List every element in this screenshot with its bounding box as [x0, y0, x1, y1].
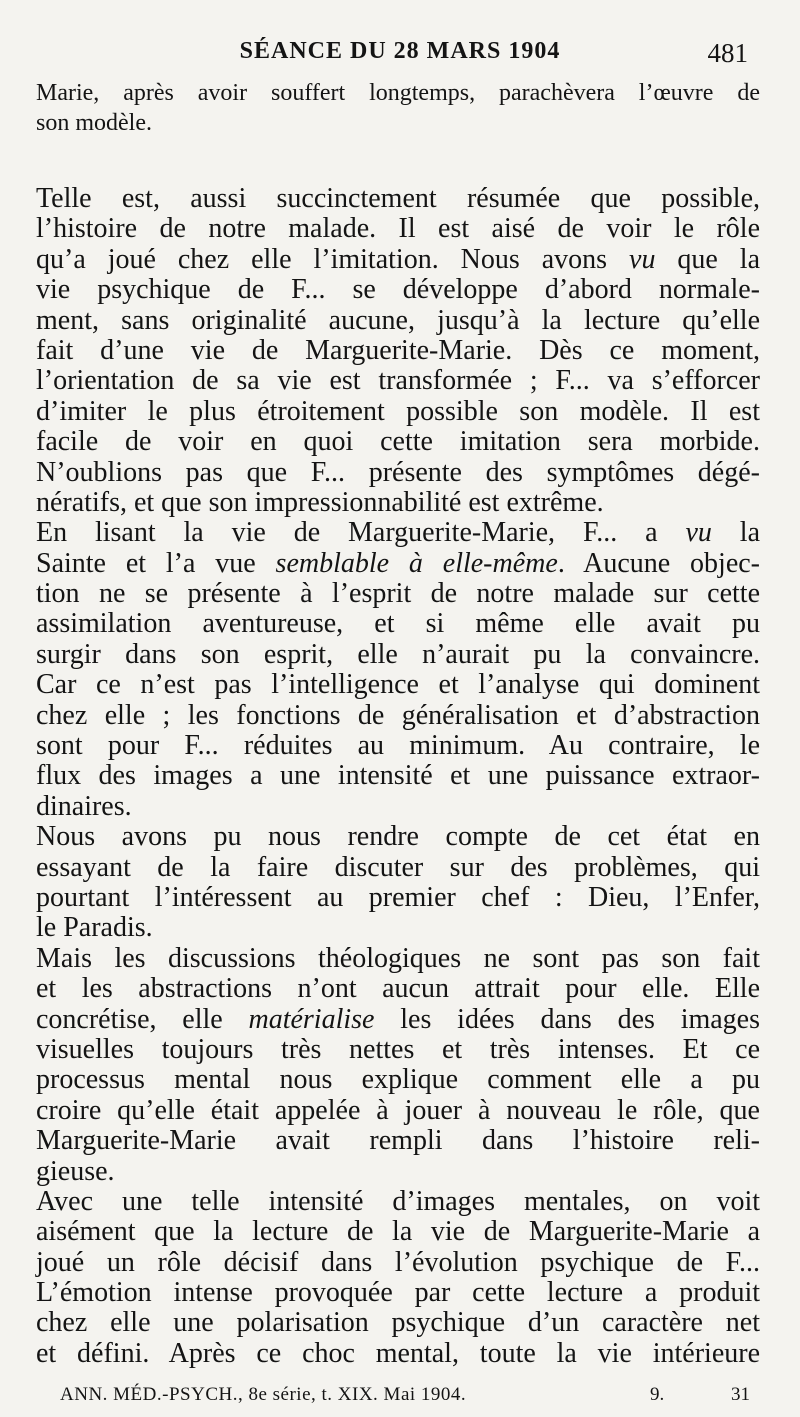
text-line: facile de voir en quoi cette imitation sera morbide. — [36, 426, 760, 458]
text-line: visuelles toujours très nettes et très intenses. Et ce — [36, 1033, 760, 1065]
text-line: Car ce n’est pas l’intelligence et l’analyse qui dominent — [36, 669, 760, 701]
text-line: l’orientation de sa vie est transformée ; F... va s’efforcer — [36, 365, 760, 397]
text-line: joué un rôle décisif dans l’évolution psychique de F... — [36, 1246, 760, 1278]
text-line: chez elle une polarisation psychique d’un caractère net — [36, 1307, 760, 1339]
text-line: le Paradis. — [36, 912, 153, 944]
text-line: flux des images a une intensité et une puissance extraor- — [36, 760, 760, 792]
text-line: croire qu’elle était appelée à jouer à nouveau le rôle, que — [36, 1094, 760, 1126]
footer-folio: 31 — [731, 1384, 750, 1405]
text-line: Marguerite-Marie avait rempli dans l’histoire reli- — [36, 1125, 760, 1157]
text-line: vie psychique de F... se développe d’abord normale- — [36, 274, 760, 306]
text-line: assimilation aventureuse, et si même elle avait pu — [36, 608, 760, 640]
text-line: Telle est, aussi succinctement résumée que possible, — [36, 183, 760, 214]
paragraph-gap — [36, 138, 760, 184]
text-line: pourtant l’intéressent au premier chef : Dieu, l’Enfer, — [36, 881, 760, 913]
text-line: Nous avons pu nous rendre compte de cet état en — [36, 821, 760, 853]
text-line: Mais les discussions théologiques ne sont pas son fait — [36, 942, 760, 974]
text-line: tion ne se présente à l’esprit de notre malade sur cette — [36, 578, 760, 610]
text-line: dinaires. — [36, 790, 132, 822]
text-line: chez elle ; les fonctions de généralisation et d’abstraction — [36, 699, 760, 731]
page-number: 481 — [707, 38, 748, 68]
text-line: essayant de la faire discuter sur des problèmes, qui — [36, 851, 760, 883]
page-footer — [60, 1384, 750, 1408]
text-line: En lisant la vie de Marguerite-Marie, F... a vu la — [36, 517, 760, 549]
text-line: qu’a joué chez elle l’imitation. Nous avons vu que la — [36, 243, 761, 275]
text-line: N’oublions pas que F... présente des symptômes dégé- — [36, 456, 760, 488]
body-text — [36, 78, 760, 1369]
text-line: l’histoire de notre malade. Il est aisé de voir le rôle — [36, 213, 760, 245]
footer-signature-mark: 9. — [650, 1384, 665, 1405]
text-line: ment, sans originalité aucune, jusqu’à la lecture qu’elle — [36, 304, 760, 336]
text-line: nératifs, et que son impressionnabilité est extrême. — [36, 486, 604, 518]
text-line: surgir dans son esprit, elle n’aurait pu la convaincre. — [36, 638, 760, 670]
running-head — [0, 38, 800, 70]
text-line: sont pour F... réduites au minimum. Au contraire, le — [36, 730, 760, 762]
text-line: d’imiter le plus étroitement possible son modèle. Il est — [36, 395, 760, 427]
footer-citation: ANN. MÉD.-PSYCH., 8e série, t. XIX. Mai 1904. — [60, 1384, 467, 1405]
text-line: processus mental nous explique comment elle a pu — [36, 1064, 760, 1096]
text-line: aisément que la lecture de la vie de Marguerite-Marie a — [36, 1216, 760, 1248]
text-line: Avec une telle intensité d’images mentales, on voit — [36, 1185, 760, 1217]
text-line: Marie, après avoir souffert longtemps, parachèvera l’œuvre de — [36, 80, 760, 106]
text-line: son modèle. — [36, 110, 152, 136]
text-line: et les abstractions n’ont aucun attrait pour elle. Elle — [36, 973, 760, 1005]
text-line: fait d’une vie de Marguerite-Marie. Dès ce moment, — [36, 334, 760, 366]
text-line: Sainte et l’a vue semblable à elle-même. Aucune objec- — [36, 547, 760, 579]
text-line: concrétise, elle matérialise les idées dans des images — [36, 1003, 761, 1035]
running-title: SÉANCE DU 28 MARS 1904 — [239, 38, 561, 64]
text-line: et défini. Après ce choc mental, toute la vie intérieure — [36, 1337, 760, 1369]
text-line: gieuse. — [36, 1155, 115, 1187]
text-line: L’émotion intense provoquée par cette lecture a produit — [36, 1277, 760, 1309]
